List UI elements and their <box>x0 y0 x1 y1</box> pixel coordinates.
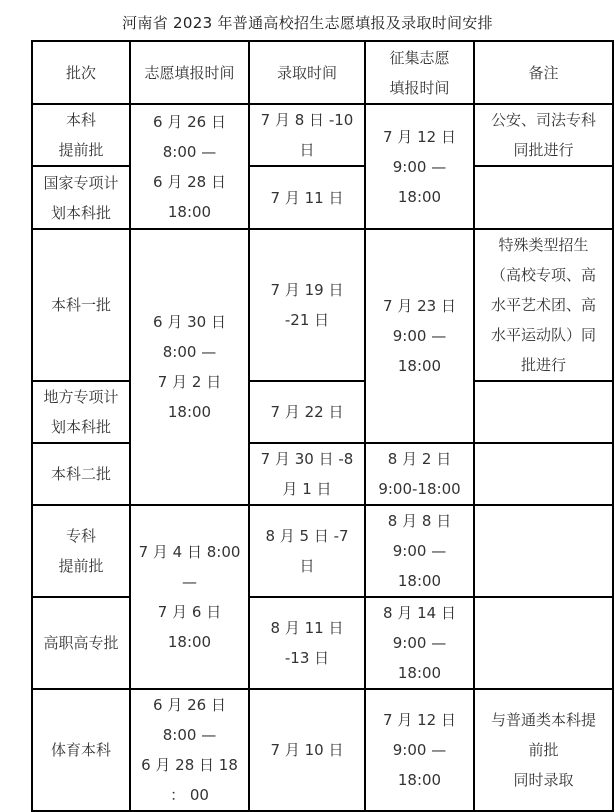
header-batch: 批次 <box>32 41 130 104</box>
table-row <box>32 689 613 811</box>
solicit-time-cell: 8 月 2 日 9:00-18:00 <box>365 443 474 505</box>
fill-time-cell: 6 月 26 日 8:00 — 6 月 28 日 18:00 <box>130 104 249 229</box>
fill-time-cell: 6 月 30 日 8:00 — 7 月 2 日 18:00 <box>130 229 249 505</box>
batch-cell: 本科二批 <box>32 443 130 505</box>
fill-time-cell: 7 月 4 日 8:00 — 7 月 6 日 18:00 <box>130 505 249 689</box>
header-row <box>32 41 613 104</box>
batch-cell: 国家专项计 划本科批 <box>32 166 130 229</box>
table-row <box>32 104 613 166</box>
batch-cell: 地方专项计 划本科批 <box>32 381 130 443</box>
fill-time-cell: 6 月 26 日 8:00 — 6 月 28 日 18 ： 00 <box>130 689 249 811</box>
batch-cell: 本科 提前批 <box>32 104 130 166</box>
page-title: 河南省 2023 年普通高校招生志愿填报及录取时间安排 <box>122 14 493 32</box>
batch-cell: 高职高专批 <box>32 597 130 689</box>
table-row <box>32 597 613 689</box>
table-row <box>32 166 613 229</box>
header-admit-time: 录取时间 <box>249 41 365 104</box>
admit-time-cell: 8 月 11 日 -13 日 <box>249 597 365 689</box>
remark-cell <box>474 166 613 229</box>
schedule-table <box>31 40 614 812</box>
remark-cell: 公安、司法专科 同批进行 <box>474 104 613 166</box>
remark-cell: 特殊类型招生 （高校专项、高 水平艺术团、高 水平运动队）同 批进行 <box>474 229 613 381</box>
header-fill-time: 志愿填报时间 <box>130 41 249 104</box>
remark-cell: 与普通类本科提 前批 同时录取 <box>474 689 613 811</box>
table-row <box>32 381 613 443</box>
header-remark: 备注 <box>474 41 613 104</box>
remark-cell <box>474 381 613 443</box>
solicit-time-cell: 7 月 23 日 9:00 — 18:00 <box>365 229 474 443</box>
admit-time-cell: 7 月 22 日 <box>249 381 365 443</box>
admit-time-cell: 7 月 11 日 <box>249 166 365 229</box>
header-solicit-time: 征集志愿 填报时间 <box>365 41 474 104</box>
table-row <box>32 229 613 381</box>
table-row <box>32 443 613 505</box>
solicit-time-cell: 8 月 8 日 9:00 — 18:00 <box>365 505 474 597</box>
admit-time-cell: 7 月 19 日 -21 日 <box>249 229 365 381</box>
solicit-time-cell: 7 月 12 日 9:00 — 18:00 <box>365 689 474 811</box>
admit-time-cell: 7 月 10 日 <box>249 689 365 811</box>
admit-time-cell: 7 月 30 日 -8 月 1 日 <box>249 443 365 505</box>
remark-cell <box>474 443 613 505</box>
solicit-time-cell: 7 月 12 日 9:00 — 18:00 <box>365 104 474 229</box>
batch-cell: 本科一批 <box>32 229 130 381</box>
admit-time-cell: 8 月 5 日 -7 日 <box>249 505 365 597</box>
remark-cell <box>474 597 613 689</box>
batch-cell: 体育本科 <box>32 689 130 811</box>
table-row <box>32 505 613 597</box>
batch-cell: 专科 提前批 <box>32 505 130 597</box>
solicit-time-cell: 8 月 14 日 9:00 — 18:00 <box>365 597 474 689</box>
admit-time-cell: 7 月 8 日 -10 日 <box>249 104 365 166</box>
remark-cell <box>474 505 613 597</box>
